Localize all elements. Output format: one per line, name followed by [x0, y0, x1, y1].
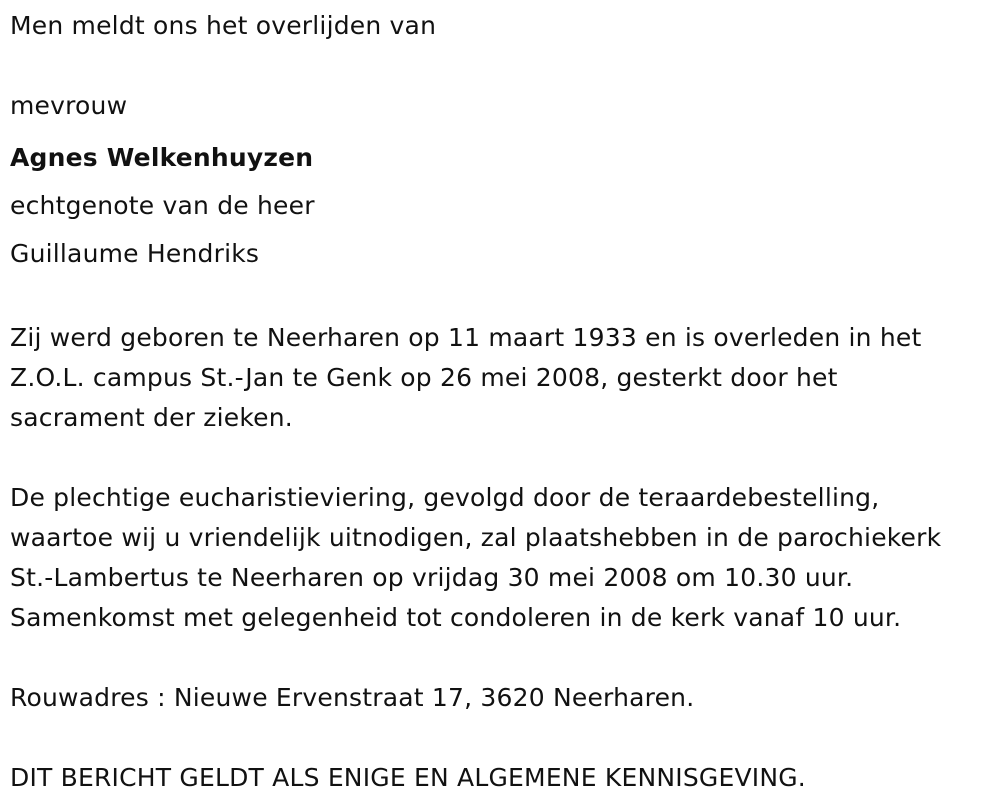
spouse-name: Guillaume Hendriks: [10, 239, 260, 268]
death-notice: [10, 6, 995, 798]
honorific: mevrouw: [10, 91, 128, 120]
ceremony-paragraph: De plechtige eucharistieviering, gevolgd door de teraardebestelling, waartoe wij u vriendelijk uitnodigen, zal plaatshebben in de parochiekerk St.-Lambertus te Neerharen op vrijdag 30 mei 2008 om 10.30 uur. Samenkomst met gelegenheid tot condoleren in de kerk vanaf 10 uur.: [10, 483, 942, 632]
deceased-name: Agnes Welkenhuyzen: [10, 143, 314, 172]
birth-death-paragraph: Zij werd geboren te Neerharen op 11 maart 1933 en is overleden in het Z.O.L. campus St.-Jan te Genk op 26 mei 2008, gesterkt door het sacrament der zieken.: [10, 323, 922, 432]
closing-statement: DIT BERICHT GELDT ALS ENIGE EN ALGEMENE KENNISGEVING.: [10, 763, 806, 792]
relation-text: echtgenote van de heer: [10, 191, 315, 220]
mourning-address: Rouwadres : Nieuwe Ervenstraat 17, 3620 Neerharen.: [10, 683, 695, 712]
intro-text: Men meldt ons het overlijden van: [10, 11, 437, 40]
